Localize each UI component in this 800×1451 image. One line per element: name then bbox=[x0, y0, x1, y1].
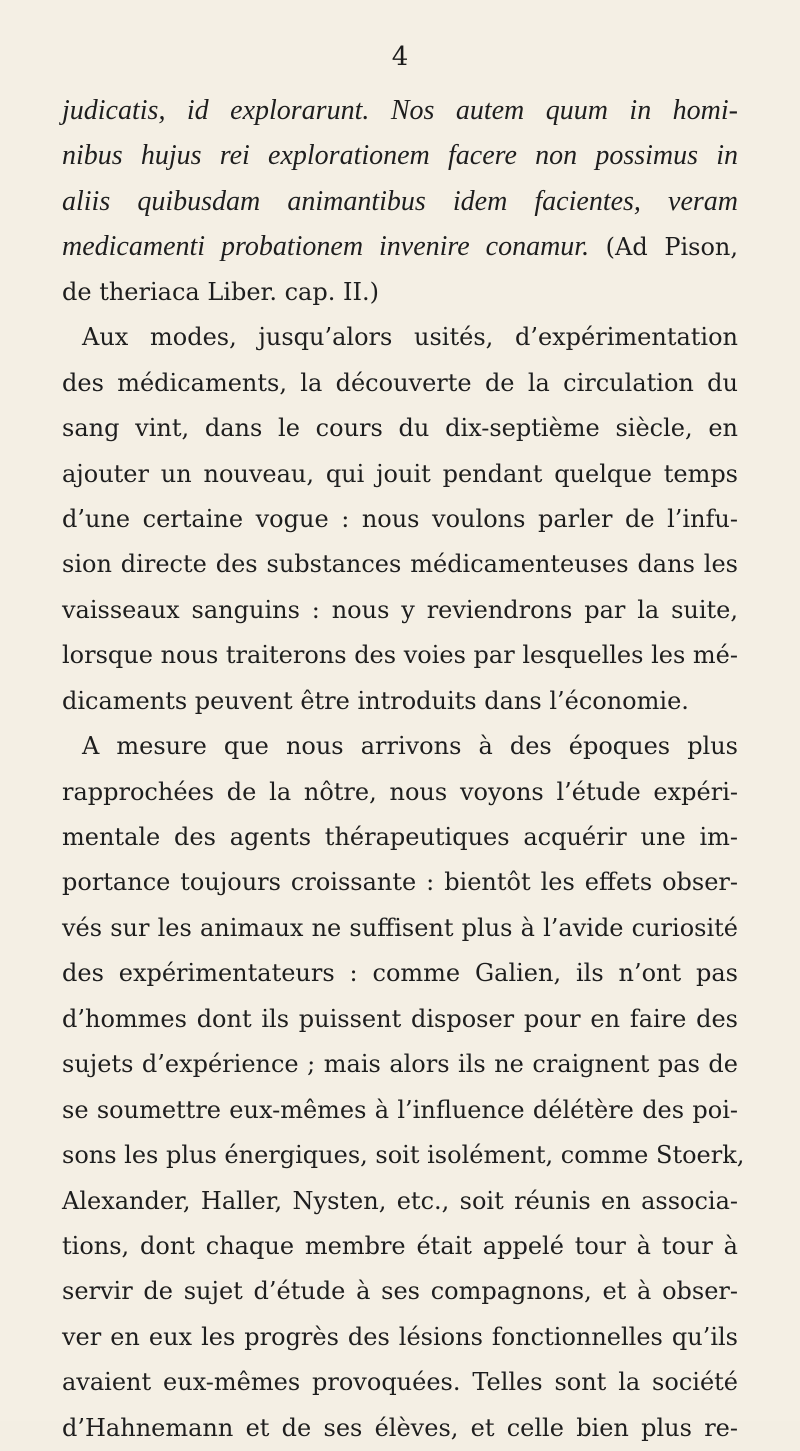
text-line bbox=[62, 452, 738, 497]
roman-text: d’hommes dont ils puissent disposer pour en faire des bbox=[62, 1004, 738, 1033]
text-line bbox=[62, 860, 738, 905]
italic-text: medicamenti probationem invenire conamur. bbox=[62, 231, 590, 263]
text-line bbox=[62, 724, 738, 769]
roman-text: sons les plus énergiques, soit isolément, comme Stoerk, bbox=[62, 1141, 745, 1170]
text-line bbox=[62, 770, 738, 815]
text-line bbox=[62, 951, 738, 996]
roman-text: d’une certaine vogue : nous voulons parler de l’infu- bbox=[62, 504, 738, 533]
roman-text: sion directe des substances médicamenteuses dans les bbox=[62, 550, 738, 579]
italic-text: judicatis, id explorarunt. Nos autem quum in homi- bbox=[62, 95, 738, 126]
roman-text: d’Hahnemann et de ses élèves, et celle bien plus re- bbox=[62, 1413, 738, 1442]
page-number: 4 bbox=[391, 42, 409, 72]
text-line bbox=[62, 1088, 738, 1133]
roman-text: portance toujours croissante : bientôt les effets obser- bbox=[62, 868, 738, 897]
text-line bbox=[62, 1224, 738, 1269]
italic-text: aliis quibusdam animantibus idem facientes, veram bbox=[62, 185, 738, 217]
roman-text: tions, dont chaque membre était appelé tour à tour à bbox=[62, 1231, 738, 1260]
roman-text: des médicaments, la découverte de la circulation du bbox=[62, 368, 738, 397]
roman-text: de theriaca Liber. cap. II.) bbox=[62, 277, 379, 306]
body-text bbox=[62, 88, 745, 1451]
text-line bbox=[62, 588, 738, 633]
text-line bbox=[62, 1133, 745, 1178]
text-line bbox=[62, 1179, 738, 1224]
roman-text: rapprochées de la nôtre, nous voyons l’étude expéri- bbox=[62, 777, 738, 806]
text-line bbox=[62, 1042, 738, 1087]
text-line bbox=[62, 1406, 738, 1451]
roman-text: des expérimentateurs : comme Galien, ils n’ont pas bbox=[62, 959, 738, 988]
roman-text: (Ad Pison, bbox=[589, 233, 738, 262]
roman-text: ajouter un nouveau, qui jouit pendant quelque temps bbox=[62, 459, 738, 488]
text-line bbox=[62, 270, 738, 315]
roman-text: avaient eux-mêmes provoquées. Telles sont la société bbox=[62, 1368, 738, 1397]
roman-text: A mesure que nous arrivons à des époques plus bbox=[82, 732, 738, 761]
roman-text: dicaments peuvent être introduits dans l’économie. bbox=[62, 686, 689, 715]
roman-text: servir de sujet d’étude à ses compagnons, et à obser- bbox=[62, 1277, 738, 1306]
text-line bbox=[62, 497, 738, 542]
text-line bbox=[62, 679, 738, 724]
text-line bbox=[62, 179, 738, 224]
roman-text: Alexander, Haller, Nysten, etc., soit réunis en associa- bbox=[62, 1186, 738, 1215]
text-line bbox=[62, 815, 738, 860]
italic-text: nibus hujus rei explorationem facere non possimus in bbox=[62, 140, 738, 172]
text-line bbox=[62, 1315, 738, 1360]
text-line bbox=[62, 633, 738, 678]
roman-text: sang vint, dans le cours du dix-septième siècle, en bbox=[62, 414, 738, 443]
text-line bbox=[62, 361, 738, 406]
text-line bbox=[62, 406, 738, 451]
text-line bbox=[62, 88, 738, 133]
text-line bbox=[62, 315, 738, 360]
roman-text: vaisseaux sanguins : nous y reviendrons par la suite, bbox=[62, 595, 738, 624]
roman-text: vés sur les animaux ne suffisent plus à l’avide curiosité bbox=[62, 913, 738, 942]
text-line bbox=[62, 906, 738, 951]
roman-text: sujets d’expérience ; mais alors ils ne craignent pas de bbox=[62, 1050, 738, 1079]
roman-text: Aux modes, jusqu’alors usités, d’expérimentation bbox=[82, 323, 738, 352]
roman-text: lorsque nous traiterons des voies par lesquelles les mé- bbox=[62, 641, 738, 670]
roman-text: ver en eux les progrès des lésions fonctionnelles qu’ils bbox=[62, 1322, 738, 1351]
text-line bbox=[62, 1269, 738, 1314]
text-line bbox=[62, 1360, 738, 1405]
roman-text: mentale des agents thérapeutiques acquérir une im- bbox=[62, 823, 738, 851]
text-line bbox=[62, 997, 738, 1042]
text-line bbox=[62, 542, 738, 587]
text-line bbox=[62, 133, 738, 178]
roman-text: se soumettre eux-mêmes à l’influence délétère des poi- bbox=[62, 1095, 738, 1124]
text-line bbox=[62, 224, 738, 269]
